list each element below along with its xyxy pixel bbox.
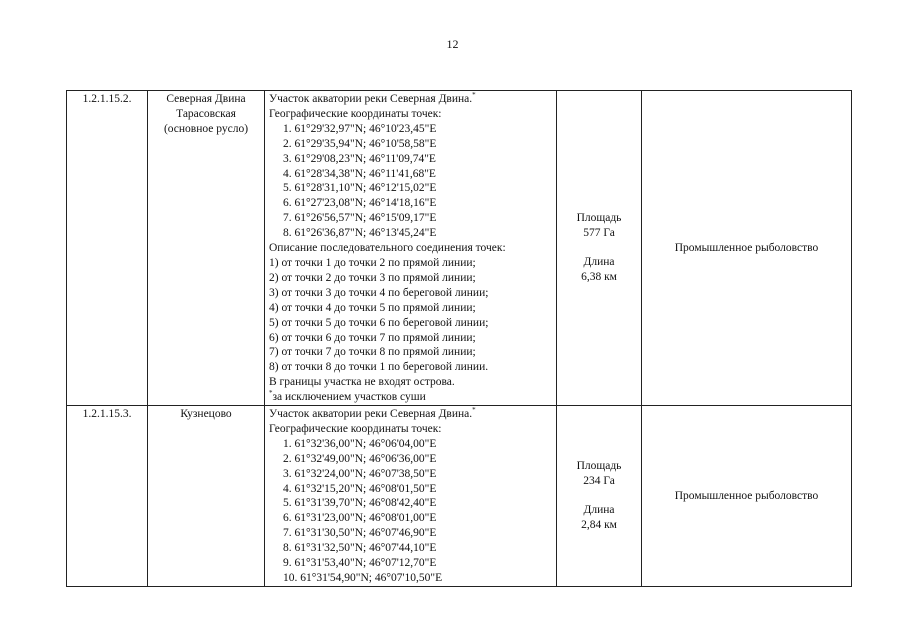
area-name [148, 406, 265, 587]
description-title: Участок акватории реки Северная Двина.* [269, 91, 476, 105]
coordinate-point: 10. 61°31'54,90"N; 46°07'10,50"E [283, 572, 443, 584]
coordinate-point: 1. 61°32'36,00"N; 46°06'04,00"E [283, 437, 437, 450]
connection-item: 7) от точки 7 до точки 8 по прямой линии; [269, 346, 476, 359]
area-description [265, 91, 557, 406]
area-metrics [557, 406, 642, 587]
description-title: Участок акватории реки Северная Двина.* [269, 406, 476, 421]
row-number: 1.2.1.15.2. [67, 91, 148, 406]
coordinate-point: 9. 61°31'53,40"N; 46°07'12,70"E [283, 557, 437, 570]
coordinate-point: 8. 61°31'32,50"N; 46°07'44,10"E [283, 542, 437, 555]
coordinate-point: 3. 61°32'24,00"N; 46°07'38,50"E [283, 467, 437, 480]
length-value: 2,84 км [581, 518, 617, 531]
coordinate-point: 5. 61°31'39,70"N; 46°08'42,40"E [283, 497, 437, 510]
length-label: Длина [583, 503, 615, 516]
coordinate-point: 1. 61°29'32,97"N; 46°10'23,45"E [283, 122, 437, 135]
coordinate-point: 3. 61°29'08,23"N; 46°11'09,74"E [283, 152, 436, 165]
connection-item: 6) от точки 6 до точки 7 по прямой линии; [269, 331, 476, 344]
row-number: 1.2.1.15.3. [67, 406, 148, 587]
page-number: 12 [446, 37, 459, 51]
footnote-mark: * [269, 389, 273, 398]
area-label: Площадь [576, 460, 622, 473]
area-name [148, 91, 265, 406]
coordinate-point: 7. 61°26'56,57"N; 46°15'09,17"E [283, 212, 437, 225]
connection-item: 2) от точки 2 до точки 3 по прямой линии; [269, 271, 476, 284]
area-metrics [557, 91, 642, 406]
footnote-mark: * [472, 91, 476, 100]
coords-header: Географические координаты точек: [269, 107, 442, 120]
coordinate-point: 8. 61°26'36,87"N; 46°13'45,24"E [283, 227, 437, 240]
connection-item: 1) от точки 1 до точки 2 по прямой линии; [269, 256, 476, 269]
areas-table [66, 90, 852, 587]
area-name-line: Северная Двина [166, 93, 246, 105]
table-row [67, 406, 852, 587]
usage-type: Промышленное рыболовство [642, 91, 852, 406]
area-label: Площадь [576, 212, 622, 225]
table-row [67, 91, 852, 406]
area-value: 577 Га [583, 227, 615, 240]
usage-type: Промышленное рыболовство [642, 406, 852, 587]
length-label: Длина [583, 256, 615, 269]
coordinate-point: 6. 61°27'23,08"N; 46°14'18,16"E [283, 197, 437, 210]
coordinate-point: 6. 61°31'23,00"N; 46°08'01,00"E [283, 512, 437, 525]
length-value: 6,38 км [581, 270, 617, 283]
coordinate-point: 5. 61°28'31,10"N; 46°12'15,02"E [283, 182, 437, 195]
connection-header: Описание последовательного соединения точек: [269, 242, 506, 255]
coordinate-point: 2. 61°29'35,94"N; 46°10'58,58"E [283, 137, 437, 150]
area-name-line: Кузнецово [180, 408, 232, 421]
area-value: 234 Га [583, 475, 615, 488]
connection-item: 4) от точки 4 до точки 5 по прямой линии; [269, 301, 476, 314]
coordinate-point: 7. 61°31'30,50"N; 46°07'46,90"E [283, 527, 437, 540]
footnote: *за исключением участков суши [269, 389, 426, 404]
area-name-line: (основное русло) [163, 122, 249, 135]
islands-note: В границы участка не входят острова. [269, 376, 455, 389]
connection-item: 3) от точки 3 до точки 4 по береговой линии; [269, 286, 489, 299]
coordinate-point: 4. 61°28'34,38"N; 46°11'41,68"E [283, 167, 436, 180]
footnote-mark: * [472, 406, 476, 415]
area-name-line: Тарасовская [176, 107, 236, 120]
connection-item: 8) от точки 8 до точки 1 по береговой линии. [269, 361, 489, 374]
connection-item: 5) от точки 5 до точки 6 по береговой линии; [269, 316, 489, 329]
coordinate-point: 2. 61°32'49,00"N; 46°06'36,00"E [283, 452, 437, 465]
area-description [265, 406, 557, 587]
coordinate-point: 4. 61°32'15,20"N; 46°08'01,50"E [283, 482, 437, 495]
coords-header: Географические координаты точек: [269, 422, 442, 435]
